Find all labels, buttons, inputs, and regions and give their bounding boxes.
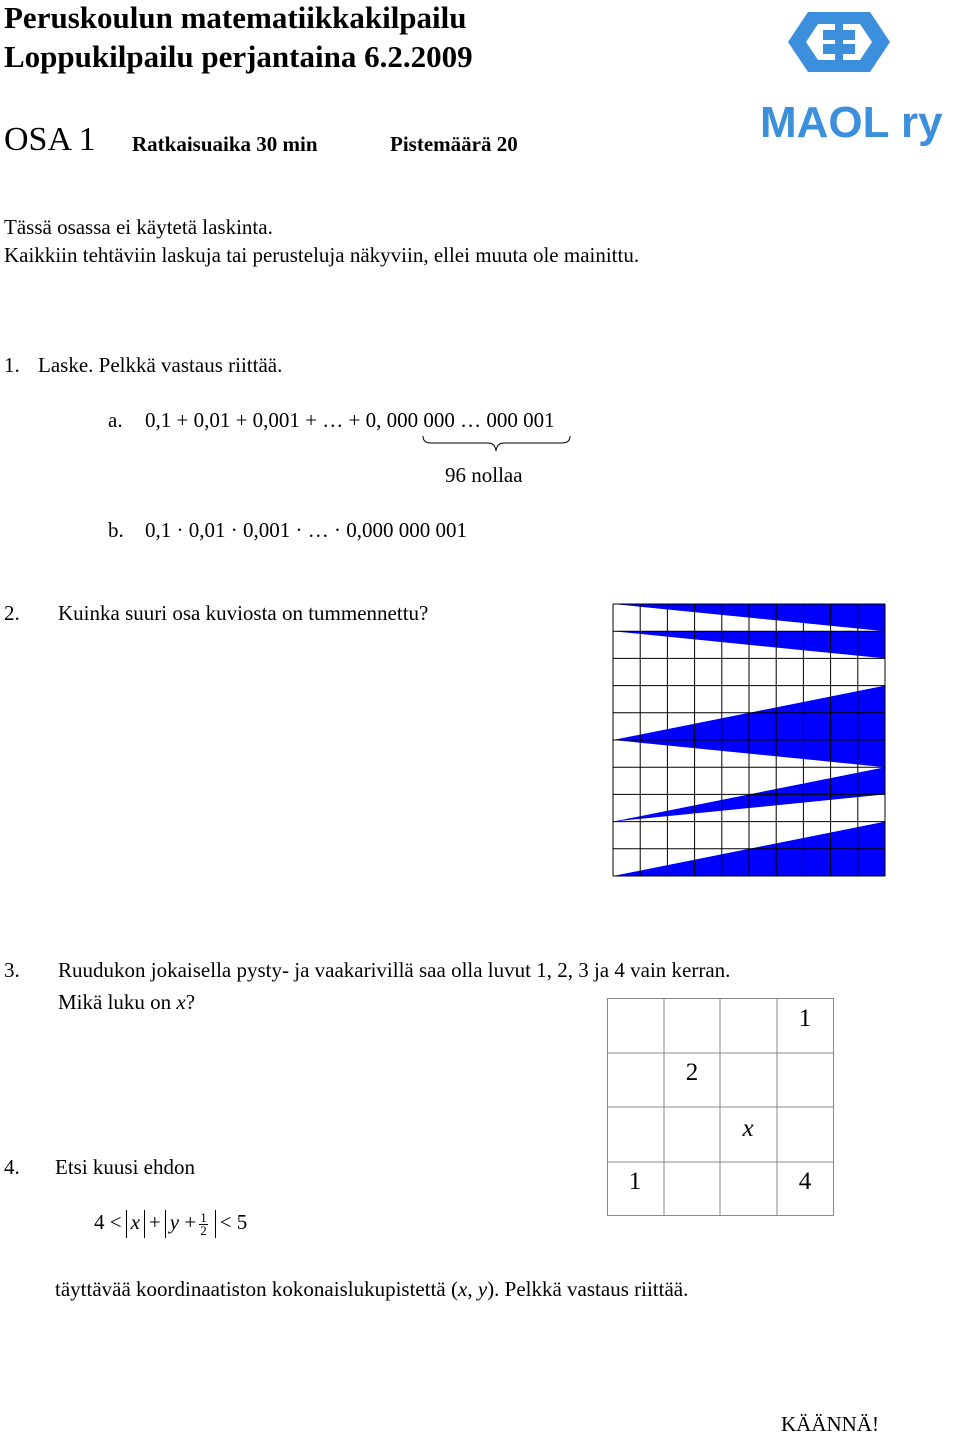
cell-r4c1: 1 <box>628 1168 642 1195</box>
q1a-label: a. <box>108 408 123 432</box>
q1a-brace-label: 96 nollaa <box>445 463 523 487</box>
q4-text: Etsi kuusi ehdon <box>55 1155 195 1179</box>
underbrace <box>422 434 572 461</box>
q3-text-line2: Mikä luku on x? <box>58 990 196 1014</box>
max-points: Pistemäärä 20 <box>390 132 518 156</box>
q1b-label: b. <box>108 518 124 542</box>
cell-r3c3: x <box>742 1115 754 1142</box>
q2-text: Kuinka suuri osa kuviosta on tummennettu? <box>58 601 429 625</box>
cell-r1c4: 1 <box>798 1005 812 1032</box>
turn-page-note: KÄÄNNÄ! <box>781 1412 879 1436</box>
maol-logo-icon <box>760 12 960 152</box>
intro-line-1: Tässä osassa ei käytetä laskinta. <box>4 215 273 239</box>
exam-subtitle: Loppukilpailu perjantaina 6.2.2009 <box>4 39 473 74</box>
maol-logo <box>760 12 960 157</box>
q4-number: 4. <box>4 1155 20 1179</box>
shaded-grid-figure <box>612 603 886 882</box>
q4-tail: täyttävää koordinaatiston kokonaislukupistettä (x, y). Pelkkä vastaus riittää. <box>55 1277 689 1301</box>
q1-number: 1. <box>4 353 20 377</box>
section-label: OSA 1 <box>4 121 96 158</box>
time-limit: Ratkaisuaika 30 min <box>132 132 318 156</box>
q2-number: 2. <box>4 601 20 625</box>
cell-r4c4: 4 <box>798 1168 812 1195</box>
cell-r2c2: 2 <box>685 1059 699 1086</box>
logo-text: MAOL ry <box>760 98 943 147</box>
q4-inequality: 4 < x + y + $\frac{1}{2}$ < 5 <box>94 1209 248 1238</box>
q1-text: Laske. Pelkkä vastaus riittää. <box>38 353 283 377</box>
intro-line-2: Kaikkiin tehtäviin laskuja tai perusteluja näkyviin, ellei muuta ole mainittu. <box>4 243 640 267</box>
q1b-expression: 0,1 · 0,01 · 0,001 · … · 0,000 000 001 <box>145 518 467 542</box>
q1a-expression: 0,1 + 0,01 + 0,001 + … + 0, 000 000 … 000 001 <box>145 408 555 432</box>
exam-title: Peruskoulun matematiikkakilpailu <box>4 0 467 35</box>
latin-square <box>607 998 835 1223</box>
q3-text-line1: Ruudukon jokaisella pysty- ja vaakarivillä saa olla luvut 1, 2, 3 ja 4 vain kerran. <box>58 958 731 982</box>
shaded-grid-svg <box>612 603 886 877</box>
q3-number: 3. <box>4 958 20 982</box>
